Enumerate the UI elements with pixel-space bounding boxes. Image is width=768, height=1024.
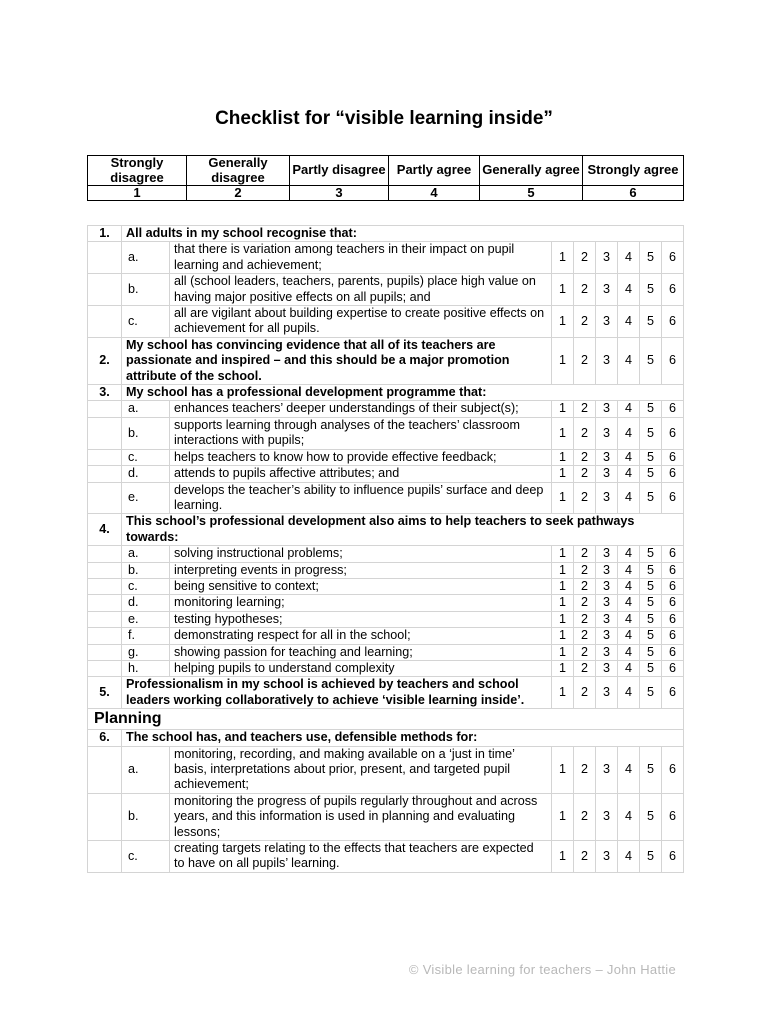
- rating-option[interactable]: 3: [596, 306, 618, 338]
- item-spacer: [88, 611, 122, 627]
- sub-item-letter: c.: [122, 306, 170, 338]
- rating-option[interactable]: 6: [662, 562, 684, 578]
- rating-option[interactable]: 4: [618, 628, 640, 644]
- item-spacer: [88, 274, 122, 306]
- rating-option[interactable]: 5: [640, 274, 662, 306]
- rating-option[interactable]: 2: [574, 337, 596, 384]
- item-spacer: [88, 841, 122, 873]
- rating-option[interactable]: 2: [574, 274, 596, 306]
- scale-number: 3: [290, 186, 389, 201]
- checklist-row: [88, 730, 684, 746]
- item-spacer: [88, 242, 122, 274]
- rating-option[interactable]: 6: [662, 466, 684, 482]
- rating-option[interactable]: 4: [618, 401, 640, 417]
- rating-option[interactable]: 1: [552, 466, 574, 482]
- rating-option[interactable]: 3: [596, 644, 618, 660]
- item-statement: My school has convincing evidence that all of its teachers are passionate and inspired – and this should be a major promotion attribute of the school.: [122, 337, 552, 384]
- rating-option[interactable]: 5: [640, 546, 662, 562]
- rating-option[interactable]: 1: [552, 417, 574, 449]
- rating-option[interactable]: 3: [596, 562, 618, 578]
- item-statement: Professionalism in my school is achieved by teachers and school leaders working collaboratively to achieve ‘visible learning inside’.: [122, 677, 552, 709]
- rating-option[interactable]: 4: [618, 466, 640, 482]
- checklist-row: [88, 337, 684, 384]
- item-number: 3.: [88, 385, 122, 401]
- rating-option[interactable]: 3: [596, 628, 618, 644]
- rating-option[interactable]: 5: [640, 746, 662, 793]
- rating-option[interactable]: 6: [662, 578, 684, 594]
- sub-item-letter: e.: [122, 611, 170, 627]
- rating-option[interactable]: 5: [640, 466, 662, 482]
- rating-option[interactable]: 2: [574, 660, 596, 676]
- rating-option[interactable]: 6: [662, 274, 684, 306]
- sub-item-text: helping pupils to understand complexity: [170, 660, 552, 676]
- rating-option[interactable]: 2: [574, 628, 596, 644]
- rating-option[interactable]: 1: [552, 644, 574, 660]
- sub-item-letter: h.: [122, 660, 170, 676]
- item-number: 2.: [88, 337, 122, 384]
- rating-option[interactable]: 3: [596, 401, 618, 417]
- scale-label: Strongly agree: [583, 156, 684, 186]
- sub-item-text: monitoring, recording, and making available on a ‘just in time’ basis, interpretations about prior, present, and targeted pupil achievement;: [170, 746, 552, 793]
- rating-option[interactable]: 5: [640, 644, 662, 660]
- rating-option[interactable]: 1: [552, 306, 574, 338]
- rating-option[interactable]: 1: [552, 677, 574, 709]
- rating-option[interactable]: 3: [596, 793, 618, 840]
- rating-option[interactable]: 2: [574, 482, 596, 514]
- checklist-row: [88, 644, 684, 660]
- rating-option[interactable]: 5: [640, 242, 662, 274]
- rating-option[interactable]: 6: [662, 242, 684, 274]
- checklist-row: [88, 482, 684, 514]
- sub-item-text: testing hypotheses;: [170, 611, 552, 627]
- rating-option[interactable]: 1: [552, 628, 574, 644]
- item-spacer: [88, 562, 122, 578]
- item-spacer: [88, 644, 122, 660]
- rating-option[interactable]: 6: [662, 449, 684, 465]
- sub-item-text: attends to pupils affective attributes; and: [170, 466, 552, 482]
- scale-label: Partly disagree: [290, 156, 389, 186]
- rating-option[interactable]: 6: [662, 628, 684, 644]
- rating-option[interactable]: 3: [596, 242, 618, 274]
- rating-option[interactable]: 5: [640, 482, 662, 514]
- sub-item-letter: c.: [122, 841, 170, 873]
- sub-item-letter: g.: [122, 644, 170, 660]
- checklist-row: [88, 611, 684, 627]
- item-spacer: [88, 746, 122, 793]
- sub-item-text: enhances teachers’ deeper understandings of their subject(s);: [170, 401, 552, 417]
- scale-label: Partly agree: [389, 156, 480, 186]
- scale-number: 4: [389, 186, 480, 201]
- rating-option[interactable]: 5: [640, 793, 662, 840]
- item-spacer: [88, 660, 122, 676]
- rating-option[interactable]: 6: [662, 644, 684, 660]
- rating-option[interactable]: 2: [574, 242, 596, 274]
- rating-option[interactable]: 4: [618, 644, 640, 660]
- rating-option[interactable]: 4: [618, 562, 640, 578]
- rating-option[interactable]: 6: [662, 611, 684, 627]
- item-statement: My school has a professional development programme that:: [122, 385, 684, 401]
- rating-option[interactable]: 4: [618, 337, 640, 384]
- sub-item-letter: a.: [122, 401, 170, 417]
- rating-option[interactable]: 2: [574, 595, 596, 611]
- checklist-row: [88, 660, 684, 676]
- checklist-row: [88, 562, 684, 578]
- sub-item-letter: f.: [122, 628, 170, 644]
- sub-item-letter: b.: [122, 274, 170, 306]
- checklist-row: [88, 306, 684, 338]
- rating-option[interactable]: 1: [552, 562, 574, 578]
- sub-item-letter: b.: [122, 793, 170, 840]
- rating-option[interactable]: 6: [662, 417, 684, 449]
- rating-option[interactable]: 1: [552, 274, 574, 306]
- rating-option[interactable]: 5: [640, 578, 662, 594]
- sub-item-text: helps teachers to know how to provide effective feedback;: [170, 449, 552, 465]
- rating-option[interactable]: 2: [574, 644, 596, 660]
- item-spacer: [88, 306, 122, 338]
- rating-option[interactable]: 2: [574, 611, 596, 627]
- checklist-row: [88, 401, 684, 417]
- checklist-row: [88, 226, 684, 242]
- rating-option[interactable]: 5: [640, 841, 662, 873]
- rating-option[interactable]: 6: [662, 482, 684, 514]
- rating-option[interactable]: 1: [552, 482, 574, 514]
- item-number: 6.: [88, 730, 122, 746]
- item-statement: The school has, and teachers use, defensible methods for:: [122, 730, 684, 746]
- item-spacer: [88, 595, 122, 611]
- checklist-row: [88, 449, 684, 465]
- rating-option[interactable]: 2: [574, 546, 596, 562]
- rating-option[interactable]: 6: [662, 546, 684, 562]
- rating-option[interactable]: 2: [574, 677, 596, 709]
- sub-item-text: being sensitive to context;: [170, 578, 552, 594]
- rating-option[interactable]: 2: [574, 466, 596, 482]
- rating-option[interactable]: 4: [618, 793, 640, 840]
- rating-option[interactable]: 3: [596, 595, 618, 611]
- item-spacer: [88, 417, 122, 449]
- sub-item-letter: a.: [122, 546, 170, 562]
- rating-option[interactable]: 6: [662, 660, 684, 676]
- rating-option[interactable]: 3: [596, 337, 618, 384]
- rating-option[interactable]: 5: [640, 401, 662, 417]
- rating-option[interactable]: 2: [574, 417, 596, 449]
- item-spacer: [88, 546, 122, 562]
- rating-option[interactable]: 5: [640, 417, 662, 449]
- rating-option[interactable]: 3: [596, 677, 618, 709]
- rating-option[interactable]: 1: [552, 546, 574, 562]
- rating-option[interactable]: 2: [574, 793, 596, 840]
- rating-option[interactable]: 6: [662, 841, 684, 873]
- rating-option[interactable]: 3: [596, 746, 618, 793]
- rating-option[interactable]: 5: [640, 628, 662, 644]
- rating-option[interactable]: 4: [618, 611, 640, 627]
- rating-option[interactable]: 3: [596, 841, 618, 873]
- copyright-footer: © Visible learning for teachers – John Hattie: [408, 962, 676, 977]
- checklist-row: [88, 514, 684, 546]
- rating-option[interactable]: 4: [618, 482, 640, 514]
- item-number: 1.: [88, 226, 122, 242]
- rating-option[interactable]: 5: [640, 562, 662, 578]
- item-spacer: [88, 466, 122, 482]
- sub-item-letter: d.: [122, 466, 170, 482]
- rating-option[interactable]: 5: [640, 449, 662, 465]
- rating-option[interactable]: 5: [640, 677, 662, 709]
- sub-item-text: interpreting events in progress;: [170, 562, 552, 578]
- rating-option[interactable]: 4: [618, 546, 640, 562]
- rating-option[interactable]: 2: [574, 562, 596, 578]
- checklist-row: [88, 677, 684, 709]
- sub-item-letter: c.: [122, 578, 170, 594]
- sub-item-text: all (school leaders, teachers, parents, pupils) place high value on having major positive effects on all pupils; and: [170, 274, 552, 306]
- rating-option[interactable]: 3: [596, 274, 618, 306]
- sub-item-letter: d.: [122, 595, 170, 611]
- page-title: Checklist for “visible learning inside”: [215, 108, 553, 129]
- rating-option[interactable]: 3: [596, 417, 618, 449]
- item-spacer: [88, 449, 122, 465]
- rating-option[interactable]: 4: [618, 242, 640, 274]
- rating-option[interactable]: 5: [640, 611, 662, 627]
- rating-option[interactable]: 4: [618, 306, 640, 338]
- rating-option[interactable]: 5: [640, 306, 662, 338]
- rating-option[interactable]: 3: [596, 611, 618, 627]
- rating-option[interactable]: 1: [552, 746, 574, 793]
- rating-option[interactable]: 4: [618, 677, 640, 709]
- sub-item-letter: b.: [122, 417, 170, 449]
- rating-option[interactable]: 4: [618, 578, 640, 594]
- rating-option[interactable]: 4: [618, 841, 640, 873]
- item-number: 5.: [88, 677, 122, 709]
- rating-option[interactable]: 4: [618, 449, 640, 465]
- checklist-row: [88, 385, 684, 401]
- rating-option[interactable]: 4: [618, 274, 640, 306]
- rating-option[interactable]: 2: [574, 449, 596, 465]
- section-heading: Planning: [88, 709, 684, 730]
- rating-option[interactable]: 2: [574, 401, 596, 417]
- scale-number: 1: [88, 186, 187, 201]
- rating-option[interactable]: 5: [640, 595, 662, 611]
- item-spacer: [88, 793, 122, 840]
- sub-item-text: demonstrating respect for all in the school;: [170, 628, 552, 644]
- rating-option[interactable]: 1: [552, 242, 574, 274]
- rating-option[interactable]: 4: [618, 660, 640, 676]
- sub-item-letter: a.: [122, 242, 170, 274]
- rating-option[interactable]: 2: [574, 306, 596, 338]
- rating-option[interactable]: 2: [574, 841, 596, 873]
- rating-option[interactable]: 2: [574, 746, 596, 793]
- rating-option[interactable]: 1: [552, 841, 574, 873]
- checklist-row: [88, 274, 684, 306]
- rating-option[interactable]: 4: [618, 417, 640, 449]
- sub-item-text: monitoring the progress of pupils regularly throughout and across years, and this information is used in planning and evaluating lessons;: [170, 793, 552, 840]
- rating-option[interactable]: 5: [640, 337, 662, 384]
- item-number: 4.: [88, 514, 122, 546]
- rating-option[interactable]: 3: [596, 660, 618, 676]
- rating-option[interactable]: 6: [662, 306, 684, 338]
- checklist-row: [88, 242, 684, 274]
- rating-option[interactable]: 1: [552, 401, 574, 417]
- rating-option[interactable]: 1: [552, 660, 574, 676]
- item-spacer: [88, 578, 122, 594]
- sub-item-text: solving instructional problems;: [170, 546, 552, 562]
- rating-option[interactable]: 5: [640, 660, 662, 676]
- rating-option[interactable]: 1: [552, 337, 574, 384]
- item-spacer: [88, 401, 122, 417]
- sub-item-text: monitoring learning;: [170, 595, 552, 611]
- scale-number: 6: [583, 186, 684, 201]
- rating-option[interactable]: 1: [552, 578, 574, 594]
- rating-option[interactable]: 1: [552, 595, 574, 611]
- sub-item-text: showing passion for teaching and learning;: [170, 644, 552, 660]
- rating-option[interactable]: 1: [552, 793, 574, 840]
- rating-option[interactable]: 6: [662, 677, 684, 709]
- scale-number: 5: [480, 186, 583, 201]
- rating-option[interactable]: 3: [596, 482, 618, 514]
- rating-option[interactable]: 3: [596, 466, 618, 482]
- sub-item-letter: c.: [122, 449, 170, 465]
- rating-option[interactable]: 6: [662, 337, 684, 384]
- checklist-row: [88, 628, 684, 644]
- rating-option[interactable]: 3: [596, 449, 618, 465]
- sub-item-letter: b.: [122, 562, 170, 578]
- rating-option[interactable]: 1: [552, 449, 574, 465]
- checklist-row: [88, 793, 684, 840]
- sub-item-letter: a.: [122, 746, 170, 793]
- scale-label: Generally disagree: [187, 156, 290, 186]
- rating-option[interactable]: 3: [596, 546, 618, 562]
- rating-option[interactable]: 1: [552, 611, 574, 627]
- rating-scale-table: [87, 155, 684, 201]
- checklist-row: [88, 841, 684, 873]
- scale-number: 2: [187, 186, 290, 201]
- scale-label: Strongly disagree: [88, 156, 187, 186]
- rating-option[interactable]: 6: [662, 746, 684, 793]
- sub-item-text: all are vigilant about building expertise to create positive effects on achievement for all pupils.: [170, 306, 552, 338]
- rating-option[interactable]: 6: [662, 595, 684, 611]
- checklist-row: [88, 709, 684, 730]
- rating-option[interactable]: 4: [618, 746, 640, 793]
- item-spacer: [88, 628, 122, 644]
- item-spacer: [88, 482, 122, 514]
- sub-item-text: develops the teacher’s ability to influence pupils’ surface and deep learning.: [170, 482, 552, 514]
- checklist-row: [88, 595, 684, 611]
- sub-item-letter: e.: [122, 482, 170, 514]
- checklist-row: [88, 466, 684, 482]
- rating-option[interactable]: 6: [662, 793, 684, 840]
- sub-item-text: supports learning through analyses of the teachers’ classroom interactions with pupils;: [170, 417, 552, 449]
- checklist-row: [88, 578, 684, 594]
- checklist-table: [87, 225, 684, 873]
- scale-label: Generally agree: [480, 156, 583, 186]
- rating-option[interactable]: 6: [662, 401, 684, 417]
- rating-option[interactable]: 4: [618, 595, 640, 611]
- rating-option[interactable]: 3: [596, 578, 618, 594]
- sub-item-text: creating targets relating to the effects that teachers are expected to have on all pupils’ learning.: [170, 841, 552, 873]
- checklist-row: [88, 417, 684, 449]
- checklist-row: [88, 746, 684, 793]
- checklist-row: [88, 546, 684, 562]
- item-statement: All adults in my school recognise that:: [122, 226, 684, 242]
- item-statement: This school’s professional development also aims to help teachers to seek pathways towards:: [122, 514, 684, 546]
- sub-item-text: that there is variation among teachers in their impact on pupil learning and achievement;: [170, 242, 552, 274]
- rating-option[interactable]: 2: [574, 578, 596, 594]
